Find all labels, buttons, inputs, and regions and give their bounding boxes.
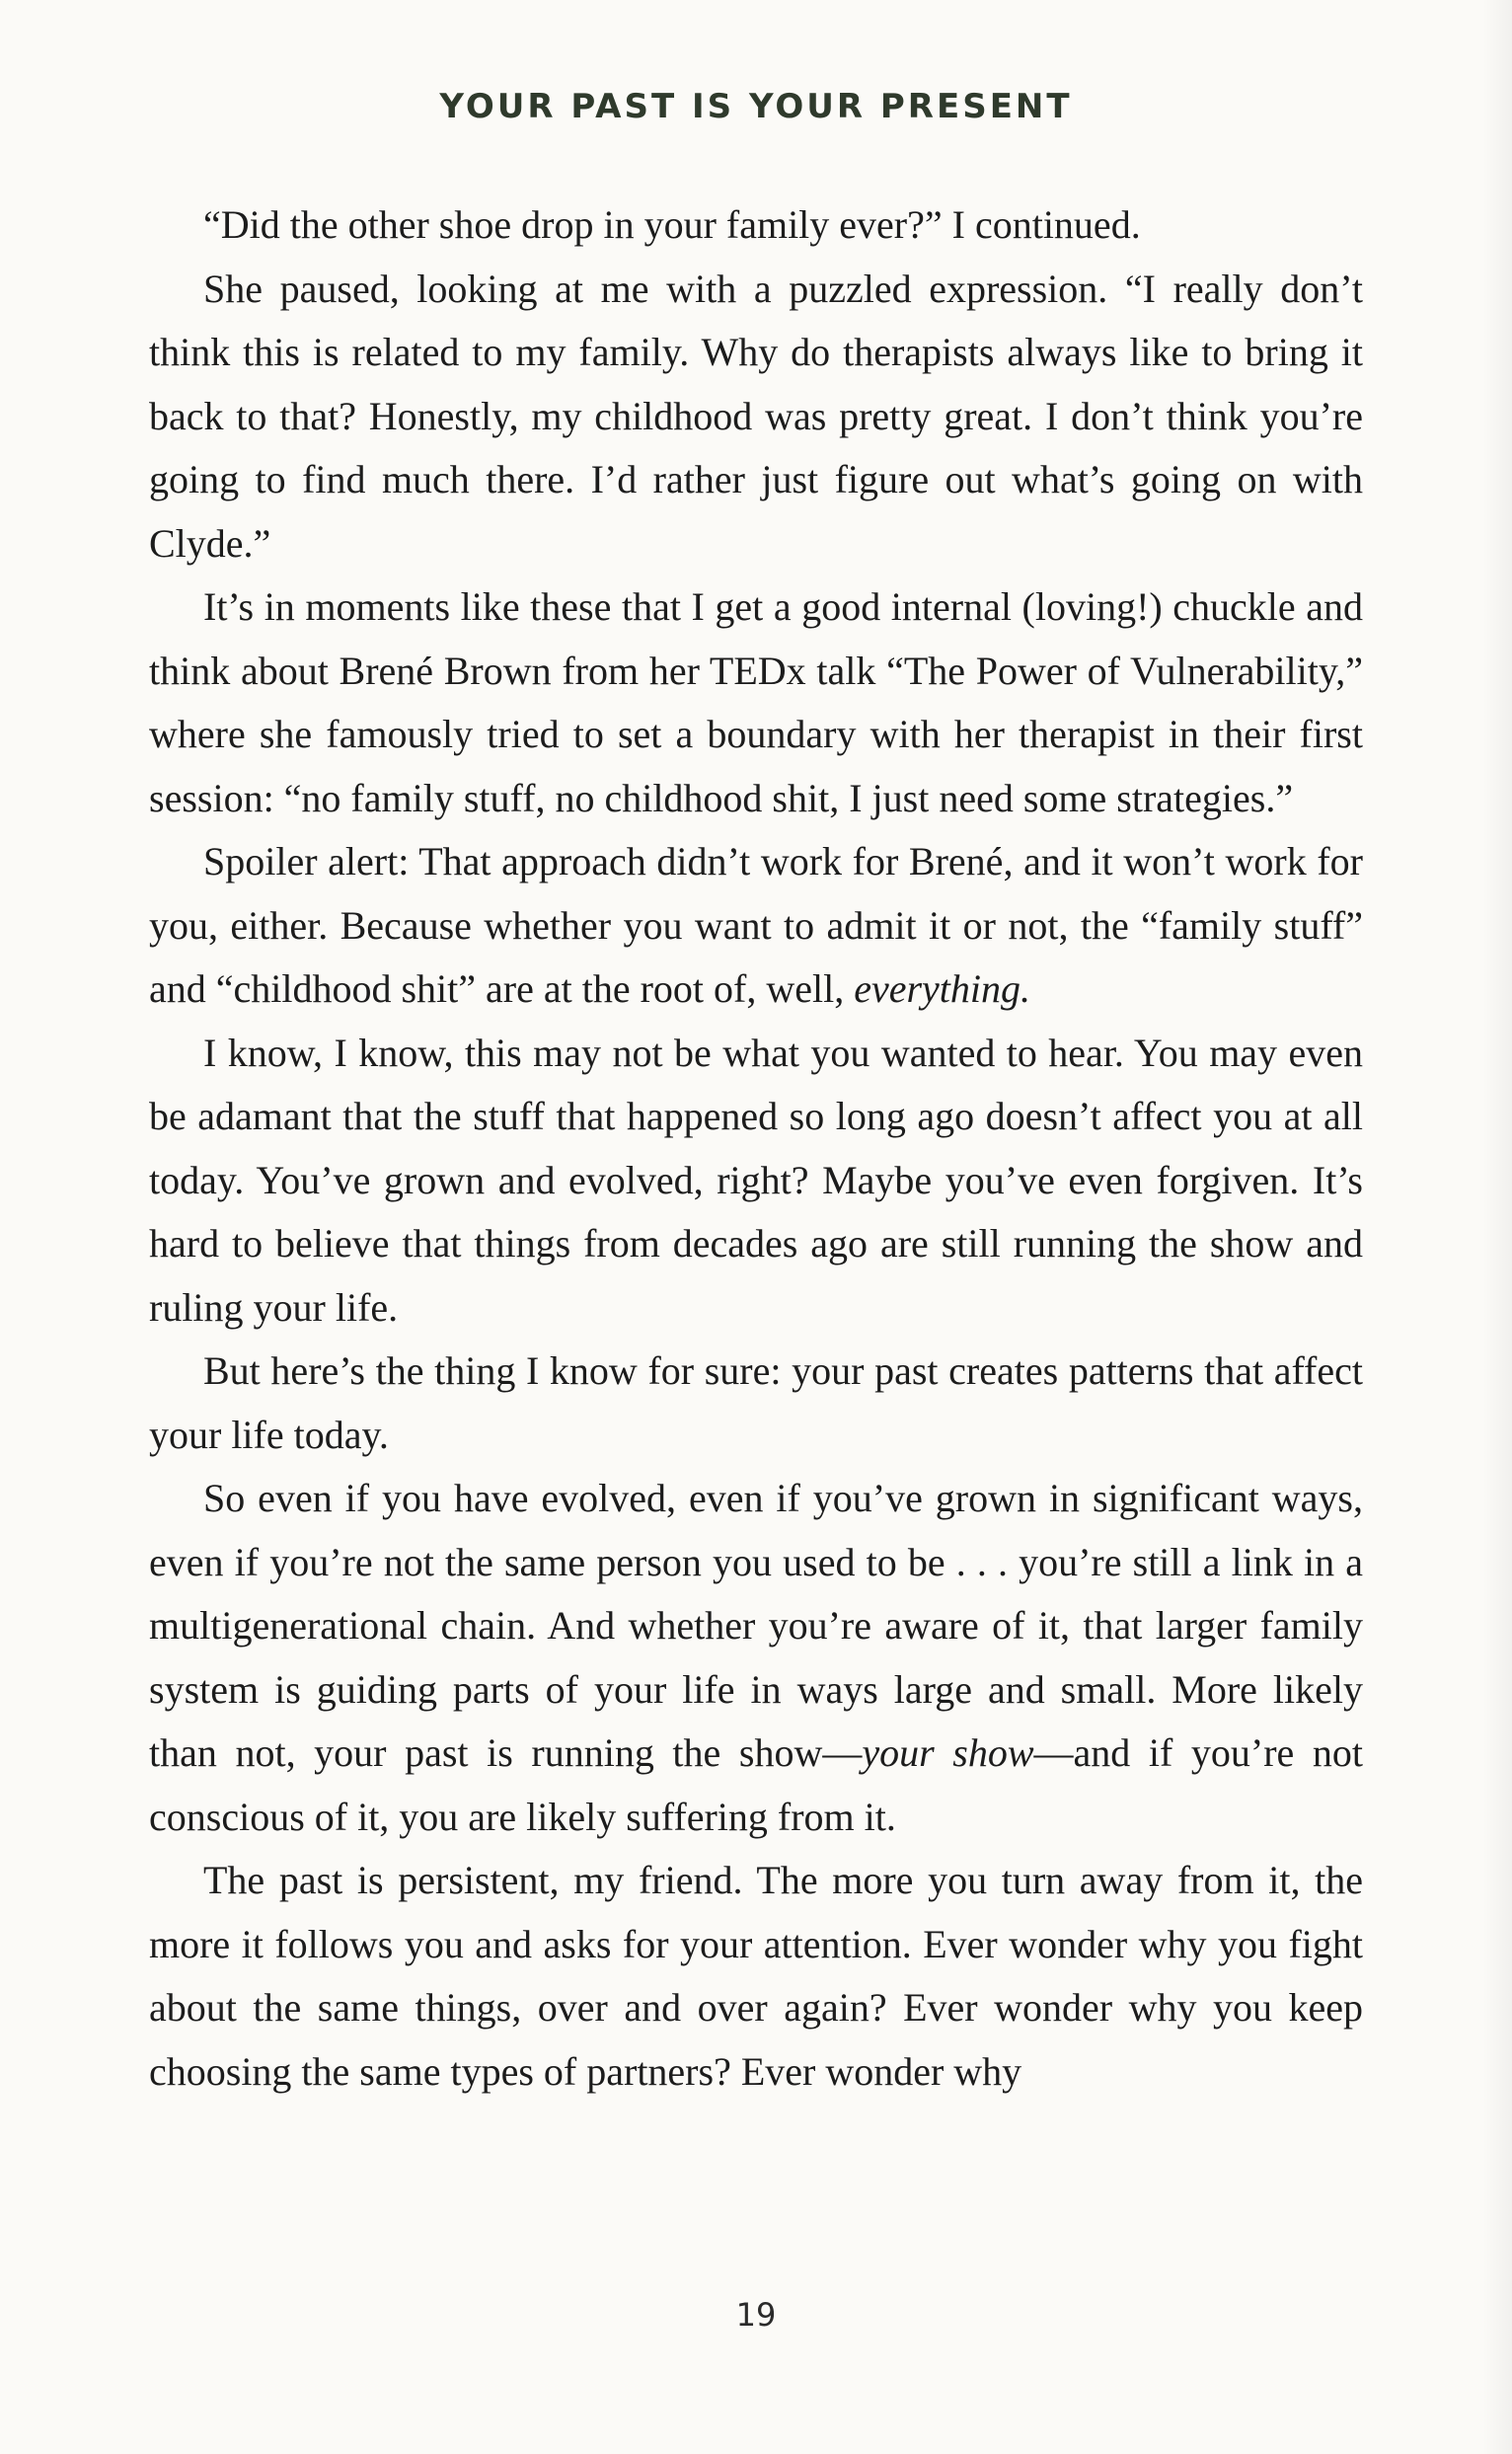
italic-run: everything. (854, 966, 1031, 1011)
text-run: But here’s the thing I know for sure: your past creates patterns that affect your life today. (149, 1348, 1363, 1457)
page-number: 19 (735, 2296, 777, 2334)
text-run: I know, I know, this may not be what you wanted to hear. You may even be adamant that the stuff that happened so long ago doesn’t affect you at all today. You’ve grown and evolved, right? Maybe you’ve even forgiven. It’s hard to believe that things from decades ago are still running the show and ruling your life. (149, 1030, 1363, 1330)
paragraph (149, 1467, 1363, 1849)
page-edge-shadow (1482, 0, 1512, 2454)
text-run: It’s in moments like these that I get a good internal (loving!) chuckle and think about Brené Brown from her TEDx talk “The Power of Vulnerability,” where she famously tried to set a boundary with her therapist in their first session: “no family stuff, no childhood shit, I just need some strategies.” (149, 584, 1363, 820)
text-run: “Did the other shoe drop in your family ever?” I continued. (203, 202, 1141, 247)
paragraph (149, 830, 1363, 1022)
italic-run: your show (862, 1730, 1034, 1775)
text-run: Spoiler alert: That approach didn’t work for Brené, and it won’t work for you, either. Because whether you want to admit it or not, the “family stuff” and “childhood shit” are at the root of, well, (149, 839, 1363, 1011)
paragraph (149, 1022, 1363, 1341)
paragraph (149, 258, 1363, 576)
text-run: So even if you have evolved, even if you’ve grown in significant ways, even if you’re not the same person you used to be . . . you’re still a link in a multigenerational chain. And whether you’re aware of it, that larger family system is guiding parts of your life in ways large and small. More likely than not, your past is running the show— (149, 1476, 1363, 1775)
running-head: YOUR PAST IS YOUR PRESENT (439, 87, 1073, 126)
text-run: —and if you’re not conscious of it, you are likely suffering from it. (149, 1730, 1363, 1839)
paragraph (149, 575, 1363, 830)
text-run: The past is persistent, my friend. The more you turn away from it, the more it follows you and asks for your attention. Ever wonder why you fight about the same things, over and over again? Ever wonder why you keep choosing the same types of partners? Ever wonder why (149, 1858, 1363, 2094)
body-text (149, 193, 1363, 2104)
paragraph (149, 193, 1363, 258)
text-run: She paused, looking at me with a puzzled expression. “I really don’t think this is related to my family. Why do therapists always like to bring it back to that? Honestly, my childhood was pretty great. I don’t think you’re going to find much there. I’d rather just figure out what’s going on with Clyde.” (149, 266, 1363, 566)
paragraph (149, 1340, 1363, 1467)
paragraph (149, 1849, 1363, 2104)
